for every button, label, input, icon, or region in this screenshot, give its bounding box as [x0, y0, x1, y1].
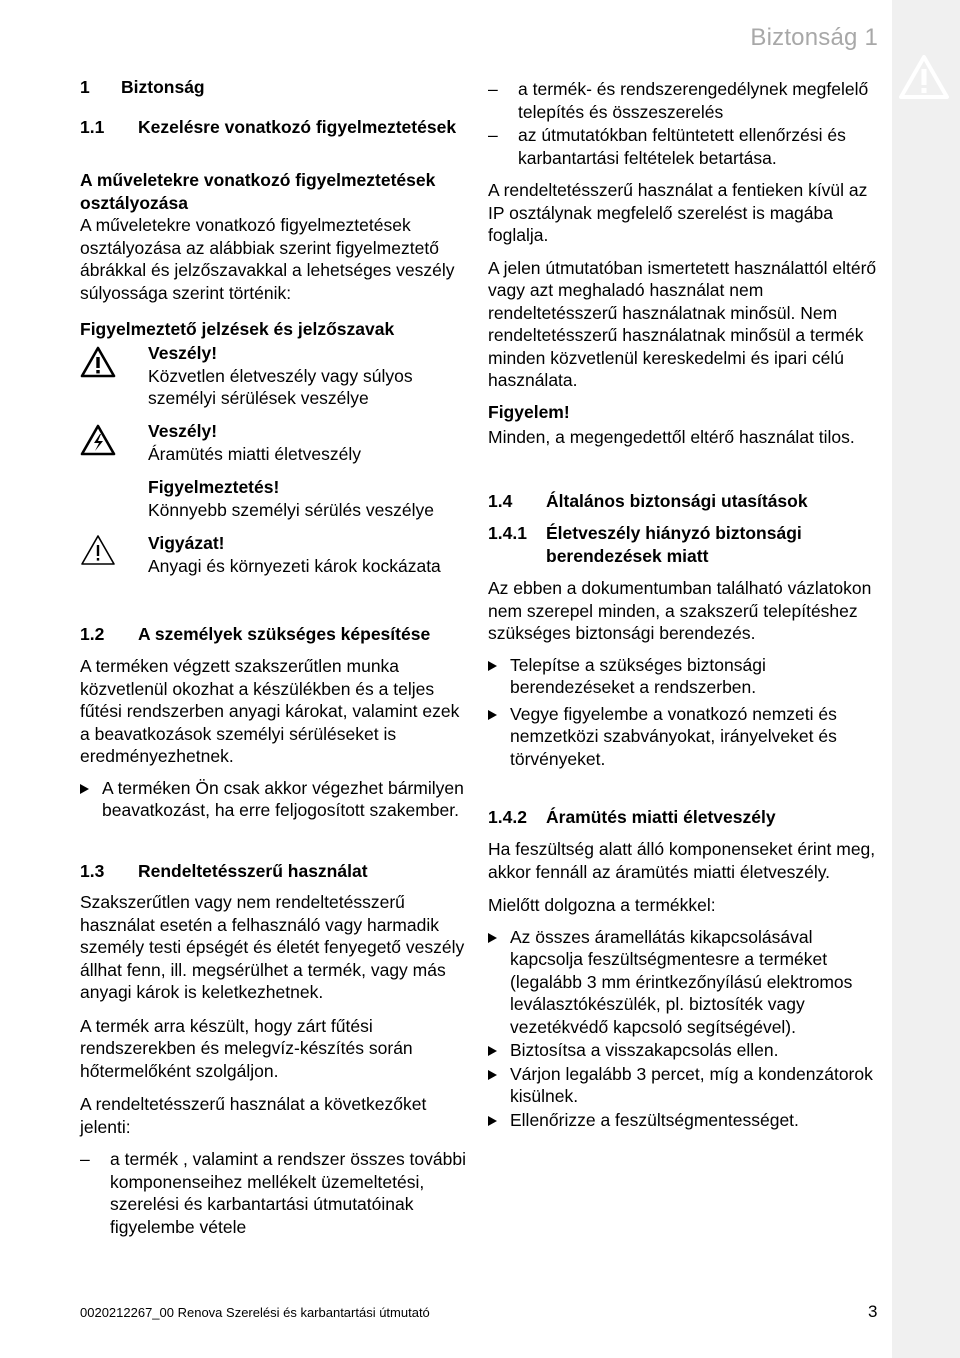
- dash-item: – a termék- és rendszerengedélynek megfelelő telepítés és összeszerelés: [488, 79, 869, 122]
- heading-1-4-2: 1.4.2 Áramütés miatti életveszély: [488, 807, 776, 827]
- footer-document-id: 0020212267_00 Renova Szerelési és karbantartási útmutató: [80, 1305, 430, 1320]
- caution-triangle-icon: [80, 534, 116, 566]
- bullet-arrow-icon: [488, 661, 497, 671]
- bullet-item: Biztosítsa a visszakapcsolás ellen.: [488, 1039, 880, 1062]
- warning-item: Vigyázat! Anyagi és környezeti károk kockázata: [80, 532, 472, 604]
- bullet-item: Az összes áramellátás kikapcsolásával kapcsolja feszültségmentesre a terméket (legalább 3 mm érintkezőnyílású elektromos leválasztókészülék, pl. biztosíték vagy vezetékvédő kapcsoló segítségével).: [488, 926, 880, 1039]
- bullet-arrow-icon: [488, 1070, 497, 1080]
- heading-1-3: 1.3 Rendeltetésszerű használat: [80, 861, 368, 881]
- paragraph-improper-use: A jelen útmutatóban ismertetett használattól eltérő vagy azt meghaladó használat nem rendeltetésszerű használatnak minősül. Nem rendeltetésszerű használatnak minősül a termék minden közvetlenül kereskedelmi és ipari célú használata.: [488, 257, 877, 390]
- warning-item: Veszély! Áramütés miatti életveszély: [80, 420, 472, 476]
- paragraph-misuse: Szakszerűtlen vagy nem rendeltetésszerű használat esetén a felhasználó vagy harmadik személy testi épségét és életét fenyegető veszély állhat fenn, ill. megsérülhet a termék, vagy más anyagi károk is keletkezhetnek.: [80, 892, 465, 1002]
- bullet-arrow-icon: [488, 1116, 497, 1126]
- bullet-item: A terméken Ön csak akkor végezhet bármilyen beavatkozást, ha erre feljogosított szakember.: [80, 777, 472, 822]
- bullet-arrow-icon: [488, 1046, 497, 1056]
- dash-item: – a termék , valamint a rendszer összes további komponenseihez mellékelt üzemeltetési, szerelési és karbantartási útmutatóinak figyelembe vétele: [80, 1149, 466, 1237]
- attention-title: Figyelem!: [488, 401, 570, 422]
- heading-1-4: 1.4 Általános biztonsági utasítások: [488, 491, 808, 511]
- paragraph-voltage: Ha feszültség alatt álló komponenseket érint meg, akkor fennáll az áramütés miatti életveszély.: [488, 839, 876, 882]
- paragraph-qualification: A terméken végzett szakszerűtlen munka közvetlenül okozhat a készülékben és a teljes fűtési rendszerben anyagi károkat, valamint ezek a beavatkozások személyi sérüléseket is eredményezhetnek.: [80, 656, 460, 766]
- warning-list: [80, 342, 472, 604]
- heading-1-4-1: 1.4.1 Életveszély hiányzó biztonsági berendezések miatt: [488, 523, 802, 566]
- paragraph-classification: A műveletekre vonatkozó figyelmeztetések osztályozása az alábbiak szerint figyelmeztető ábrákkal és jelzőszavakkal a lehetséges veszély súlyossága szerint történik:: [80, 215, 455, 303]
- heading-1: 1 Biztonság: [80, 77, 205, 97]
- page-header-title: Biztonság 1: [750, 24, 878, 51]
- warning-triangle-icon: [80, 346, 116, 378]
- paragraph-intended-use: A rendeltetésszerű használat a következőket jelenti:: [80, 1094, 427, 1137]
- footer-page-number: 3: [868, 1302, 878, 1321]
- heading-1-2: 1.2 A személyek szükséges képesítése: [80, 624, 431, 644]
- heading-1-1: 1.1 Kezelésre vonatkozó figyelmeztetések: [80, 117, 457, 137]
- subheading-classification: A műveletekre vonatkozó figyelmeztetések osztályozása: [80, 170, 436, 213]
- subheading-signal-words: Figyelmeztető jelzések és jelzőszavak: [80, 319, 395, 339]
- bullet-item: Várjon legalább 3 percet, míg a kondenzátorok kisülnek.: [488, 1063, 880, 1108]
- bullet-item: Vegye figyelembe a vonatkozó nemzeti és nemzetközi szabványokat, irányelveket és törvényeket.: [488, 703, 880, 771]
- bullet-item: Telepítse a szükséges biztonsági berendezéseket a rendszerben.: [488, 654, 880, 699]
- warning-item: Figyelmeztetés! Könnyebb személyi sérülés veszélye: [148, 477, 434, 520]
- paragraph-purpose: A termék arra készült, hogy zárt fűtési rendszerekben és melegvíz-készítés során hőtermelőként szolgáljon.: [80, 1015, 413, 1081]
- bullet-arrow-icon: [488, 710, 497, 720]
- bullet-arrow-icon: [488, 933, 497, 943]
- electric-shock-icon: [80, 424, 116, 456]
- warning-item: Veszély! Közvetlen életveszély vagy súlyos személyi sérülések veszélye: [80, 342, 472, 420]
- bullet-item: Ellenőrizze a feszültségmentességet.: [488, 1109, 880, 1132]
- attention-text: Minden, a megengedettől eltérő használat tilos.: [488, 427, 855, 447]
- side-warning-icon: [898, 54, 950, 100]
- paragraph-sketches: Az ebben a dokumentumban található vázlatokon nem szerepel minden, a szakszerű telepítéshez szükséges biztonsági berendezés.: [488, 578, 872, 643]
- paragraph-before-work: Mielőtt dolgozna a termékkel:: [488, 895, 716, 915]
- side-band: [892, 0, 960, 1358]
- dash-item: – az útmutatókban feltüntetett ellenőrzési és karbantartási feltételek betartása.: [488, 125, 846, 168]
- paragraph-ip-class: A rendeltetésszerű használat a fentieken kívül az IP osztálynak megfelelő szerelést is magába foglalja.: [488, 180, 868, 245]
- bullet-arrow-icon: [80, 784, 89, 794]
